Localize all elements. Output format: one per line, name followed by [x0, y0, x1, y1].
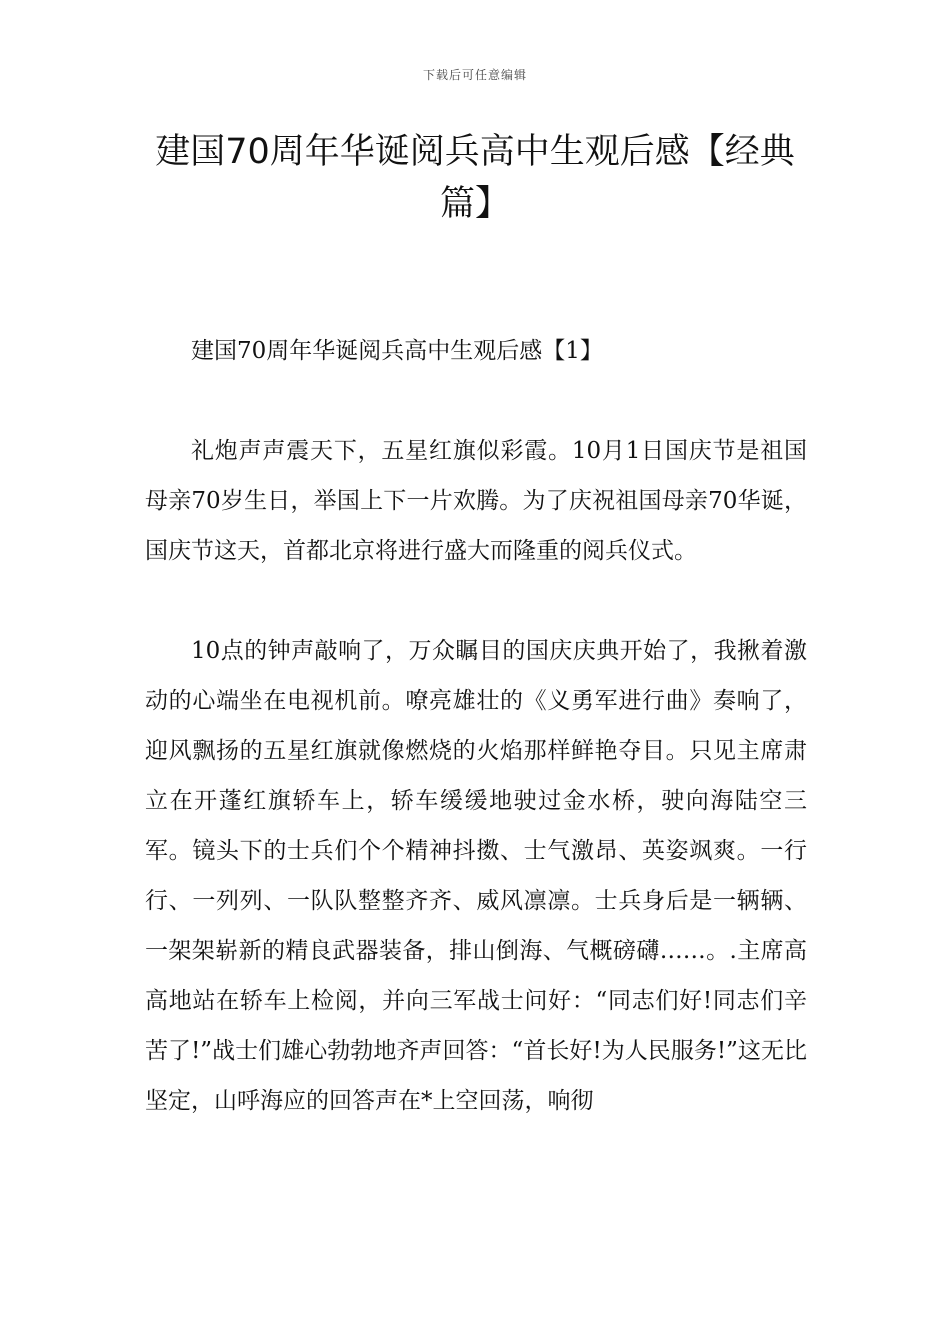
document-title: 建国70周年华诞阅兵高中生观后感【经典篇】 — [155, 132, 795, 224]
paragraph-2: 10点的钟声敲响了，万众瞩目的国庆庆典开始了，我揪着激动的心端坐在电视机前。嘹亮雄壮的《义勇军进行曲》奏响了，迎风飘扬的五星红旗就像燃烧的火焰那样鲜艳夺目。只见主席肃立在开蓬红旗轿车上，轿车缓缓地驶过金水桥，驶向海陆空三军。镜头下的士兵们个个精神抖擞、士气激昂、英姿飒爽。一行行、一列列、一队队整整齐齐、威风凛凛。士兵身后是一辆辆、一架架崭新的精良武器装备，排山倒海、气概磅礴……。.主席高高地站在轿车上检阅，并向三军战士问好：“同志们好!同志们辛苦了!”战士们雄心勃勃地齐声回答：“首长好!为人民服务!”这无比坚定，山呼海应的回答声在*上空回荡，响彻 — [145, 638, 807, 1114]
header-note: 下载后可任意编辑 — [422, 68, 527, 82]
paragraph-1: 礼炮声声震天下，五星红旗似彩霞。10月1日国庆节是祖国母亲70岁生日，举国上下一片欢腾。为了庆祝祖国母亲70华诞，国庆节这天，首都北京将进行盛大而隆重的阅兵仪式。 — [145, 438, 807, 564]
section-heading: 建国70周年华诞阅兵高中生观后感【1】 — [191, 338, 603, 364]
document-body — [145, 326, 807, 1176]
